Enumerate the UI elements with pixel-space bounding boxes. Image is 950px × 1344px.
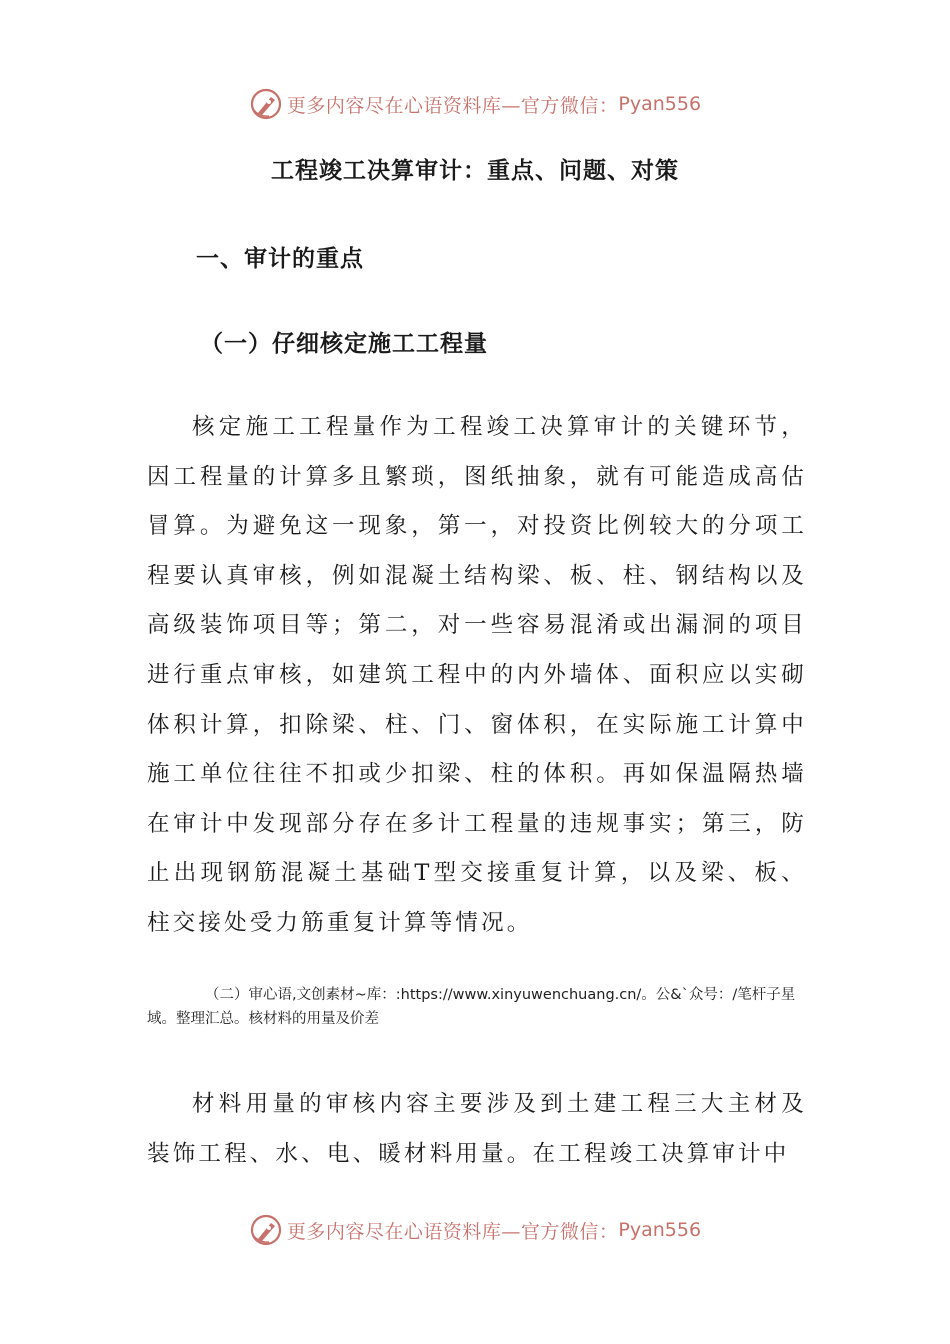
body-paragraph-1: 核定施工工程量作为工程竣工决算审计的关键环节，因工程量的计算多且繁琐，图纸抽象，就有可能造成高估冒算。为避免这一现象，第一，对投资比例较大的分项工程要认真审核，例如混凝土结构梁、板、柱、钢结构以及高级装饰项目等；第二，对一些容易混淆或出漏洞的项目进行重点审核，如建筑工程中的内外墙体、面积应以实砌体积计算，扣除梁、柱、门、窗体积，在实际施工计算中施工单位往往不扣或少扣梁、柱的体积。再如保温隔热墙在审计中发现部分存在多计工程量的违规事实；第三，防止出现钢筋混凝土基础T型交接重复计算，以及梁、板、柱交接处受力筋重复计算等情况。 <box>147 414 807 936</box>
pen-nib-circle-icon <box>249 87 283 121</box>
banner-text: 更多内容尽在心语资料库—官方微信： <box>286 94 619 117</box>
watermark-note: （二）审心语,文创素材~库：:https://www.xinyuwenchuang.cn/。公&`众号：/笔杆子星域。整理汇总。核材料的用量及价差 <box>147 987 796 1027</box>
subsection-heading: （一）仔细核定施工工程量 <box>200 330 488 357</box>
pen-nib-circle-icon <box>249 1213 283 1247</box>
section-heading: 一、审计的重点 <box>196 245 364 272</box>
footer-banner <box>0 1210 950 1250</box>
page-title: 工程竣工决算审计：重点、问题、对策 <box>271 157 679 184</box>
body-paragraph-2: 材料用量的审核内容主要涉及到土建工程三大主材及装饰工程、水、电、暖材料用量。在工程竣工决算审计中 <box>147 1091 807 1167</box>
banner-text: 更多内容尽在心语资料库—官方微信： <box>286 1220 619 1243</box>
banner-wechat-id: Pyan556 <box>618 93 702 115</box>
banner-wechat-id: Pyan556 <box>618 1219 702 1241</box>
header-banner <box>0 84 950 124</box>
